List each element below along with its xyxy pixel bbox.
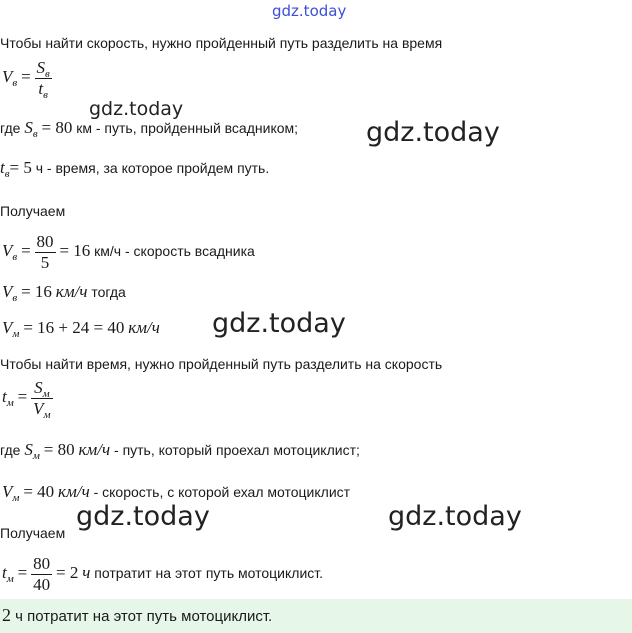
get-label-2: Получаем — [0, 525, 66, 541]
watermark-1: gdz.today — [366, 117, 500, 148]
formula-rider-speed: $V_в$ = $\frac{S_в}{t_в}$ — [2, 58, 50, 101]
get-label-1: Получаем — [0, 203, 66, 219]
watermark-4: gdz.today — [388, 501, 522, 532]
line-moto-distance: где $S_м = 80$ км/ч - путь, который проехал мотоциклист; — [0, 440, 360, 462]
formula-moto-time: $t_м$ = $\frac{S_м}{V_м}$ — [2, 378, 51, 421]
line-rider-speed-then: $V_в = 16$ км/ч тогда — [2, 282, 126, 304]
line-rider-distance: где $S_в = 80$ км - путь, пройденный всадником; — [0, 118, 299, 140]
formula-rider-result: $V_в$ = $\frac{80}{5}$ = 16 км/ч - скорость всадника — [2, 232, 255, 272]
line-moto-speed-given: $V_м = 40$ км/ч - скорость, с которой ехал мотоциклист — [2, 482, 351, 504]
time-rule-text: Чтобы найти время, нужно пройденный путь разделить на скорость — [0, 356, 443, 372]
answer-box — [0, 599, 632, 633]
watermark-3: gdz.today — [76, 501, 210, 532]
formula-moto-time-result: $t_м$ = $\frac{80}{40}$ = 2 ч потратит на этот путь мотоциклист. — [2, 554, 324, 594]
speed-rule-text: Чтобы найти скорость, нужно пройденный путь разделить на время — [0, 35, 443, 51]
answer-text: 2 ч потратит на этот путь мотоциклист. — [2, 605, 273, 625]
watermark-2: gdz.today — [212, 308, 346, 339]
line-rider-time: $t_в= 5$ ч - время, за которое пройдем путь. — [0, 158, 270, 180]
watermark-top: gdz.today — [272, 2, 347, 20]
watermark-small: gdz.today — [89, 98, 184, 120]
line-moto-speed: $V_м = 16 + 24 = 40$ км/ч — [2, 318, 160, 340]
